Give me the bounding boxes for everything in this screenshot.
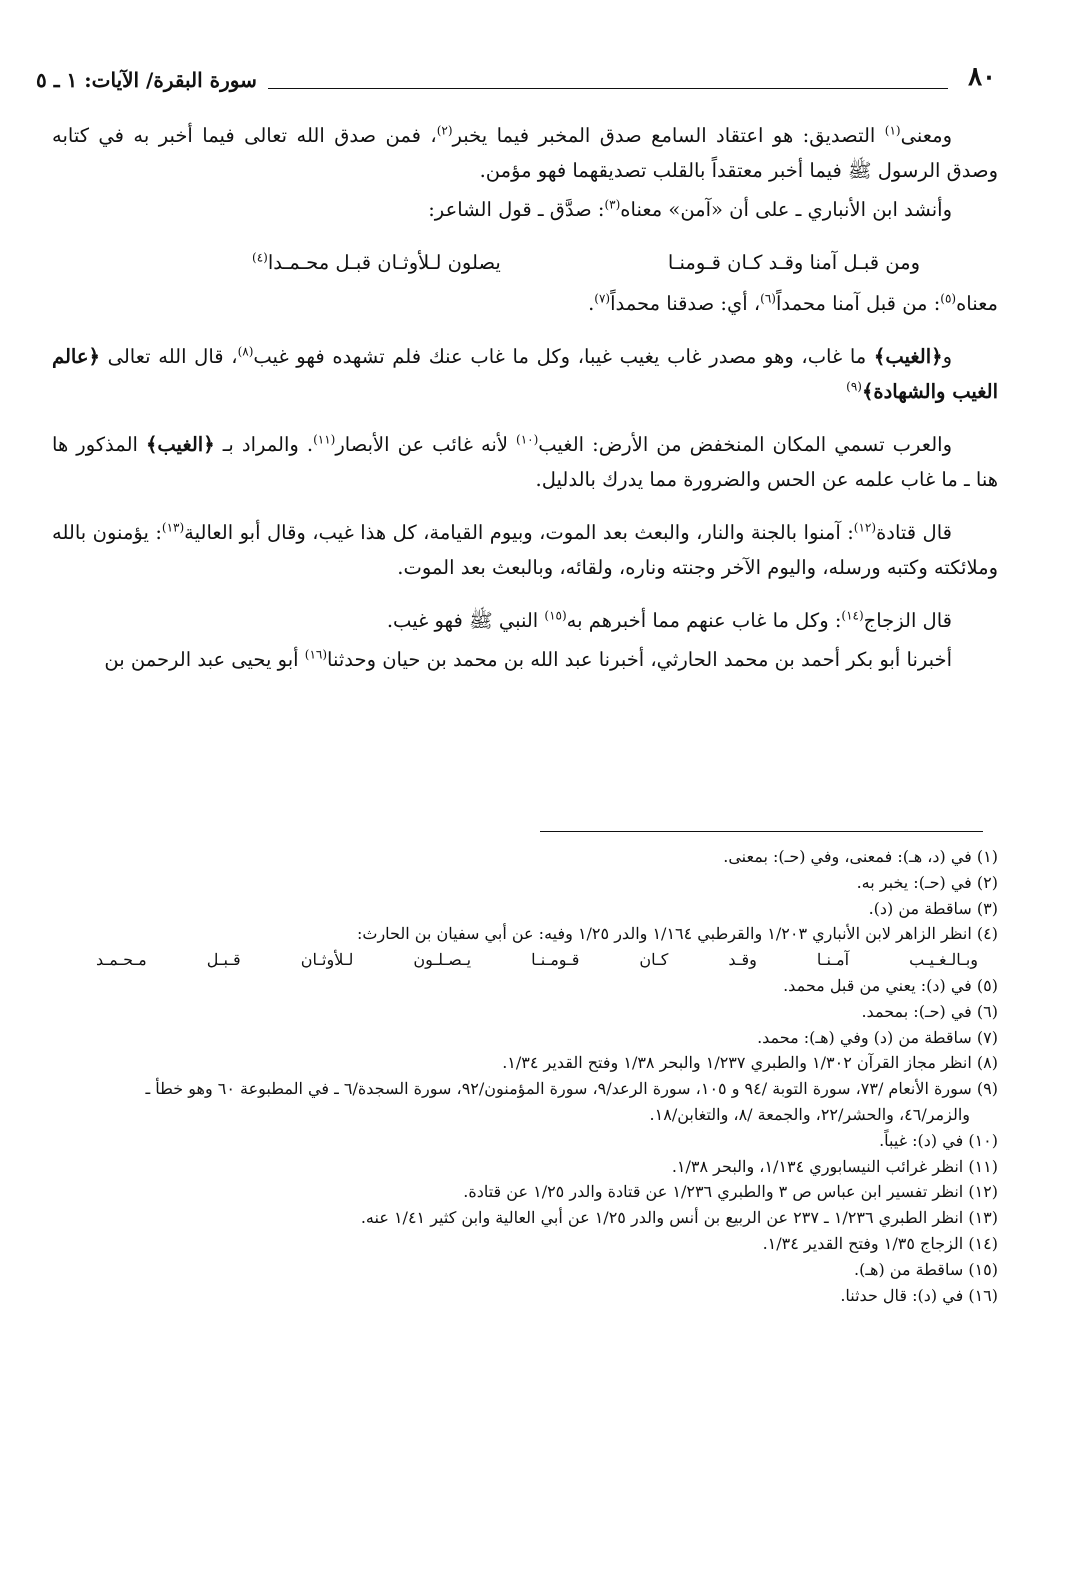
footnote-ref: (٣) bbox=[604, 197, 621, 212]
footnote-separator bbox=[540, 831, 983, 832]
footnote-item: (٩) سورة الأنعام /٧٣، سورة التوبة /٩٤ و ١٠٥، سورة الرعد/٩، سورة المؤمنون/٩٢، سورة السجدة/٦ ـ في المطبوعة ٦٠ وهو خطأ ـ bbox=[145, 1079, 998, 1099]
footnote-ref: (١٥) bbox=[544, 608, 567, 623]
footnote-item: (٣) ساقطة من (د). bbox=[868, 898, 998, 918]
verse-second-hemistich: يصلون لـلأوثـان قبـل محـمـدا$^{(٤)}$ bbox=[252, 250, 501, 274]
quran-word: ﴿الغيب﴾ bbox=[145, 433, 215, 456]
paragraph-anshad: وأنشد ابن الأنباري ـ على أن «آمن» معناه$^{(٣)}$: صدَّق ـ قول الشاعر: bbox=[428, 197, 952, 221]
quran-quote: ﴿عالم الغيب والشهادة﴾ bbox=[52, 345, 998, 403]
paragraph-zajjaj: قال الزجاج$^{(١٤)}$: وكل ما غاب عنهم مما أخبرهم به$^{(١٥)}$ النبي ﷺ فهو غيب. bbox=[386, 608, 952, 632]
footnote-ref: (١٠) bbox=[516, 432, 539, 447]
footnote-item: (١) في (د، هـ): فمعنى، وفي (حـ): بمعنى. bbox=[723, 847, 998, 866]
verse-first-hemistich: ومن قبـل آمنا وقـد كـان قـومنـا bbox=[667, 251, 920, 274]
footnote-item: (٨) انظر مجاز القرآن ١/٣٠٢ والطبري ١/٢٣٧ والبحر ١/٣٨ وفتح القدير ١/٣٤. bbox=[502, 1053, 998, 1073]
footnote-verse: وبـالـغـيـب آمـنـا وقـد كـان قـومـنـا يـصـلـون لـلأوثـان قـبـل مـحـمـد bbox=[96, 950, 978, 970]
paragraph-qatada: قال قتادة$^{(١٢)}$: آمنوا بالجنة والنار، والبعث بعد الموت، وبيوم القيامة، كل هذا غيب، وقال أبو العالية$^{(١٣)}$: يؤمنون بالله وملائكته وكتبه ورسله، واليوم الآخر وجنته وناره، ولقائه، وبالبعث بعد الموت. bbox=[52, 520, 998, 579]
footnote-ref: (١٣) bbox=[161, 520, 185, 535]
footnote-ref: (٩) bbox=[846, 379, 862, 394]
paragraph-maanahu: معناه$^{(٥)}$: من قبل آمنا محمداً$^{(٦)}$، أي: صدقنا محمداً$^{(٧)}$. bbox=[588, 291, 998, 315]
paragraph-isnad: أخبرنا أبو بكر أحمد بن محمد الحارثي، أخبرنا عبد الله بن محمد بن حيان وحدثنا$^{(١٦)}$ أبو يحيى عبد الرحمن بن bbox=[104, 647, 952, 671]
footnote-ref: (١) bbox=[884, 123, 901, 138]
page-number: ٨٠ bbox=[968, 62, 996, 92]
paragraph-ghayb: و﴿الغيب﴾ ما غاب، وهو مصدر غاب يغيب غيبا، وكل ما غاب عنك فلم تشهده فهو غيب$^{(٨)}$، قال الله تعالى ﴿عالم الغيب والشهادة﴾$^{(٩)}$ bbox=[52, 344, 998, 403]
footnote-ref: (٦) bbox=[760, 291, 776, 306]
footnote-item: (١٥) ساقطة من (هـ). bbox=[853, 1259, 998, 1279]
poetry-verse bbox=[52, 245, 998, 280]
footnote-item: (١٢) انظر تفسير ابن عباس ص ٣ والطبري ١/٢٣٦ عن قتادة والدر ١/٢٥ عن قتادة. bbox=[463, 1182, 998, 1202]
sura-title: سورة البقرة/ الآيات: ١ ـ ٥ bbox=[36, 68, 257, 92]
footnote-item: (١٤) الزجاج ١/٣٥ وفتح القدير ١/٣٤. bbox=[762, 1233, 998, 1253]
footnote-item: (٦) في (حـ): بمحمد. bbox=[861, 1001, 998, 1021]
header-rule bbox=[268, 88, 948, 89]
paragraph-arab: والعرب تسمي المكان المنخفض من الأرض: الغيب$^{(١٠)}$ لأنه غائب عن الأبصار$^{(١١)}$. والمراد بـ ﴿الغيب﴾ المذكور ها هنا ـ ما غاب علمه عن الحس والضرورة مما يدرك بالدليل. bbox=[52, 432, 998, 491]
footnote-item: (١١) انظر غرائب النيسابوري ١/١٣٤، والبحر ١/٣٨. bbox=[671, 1156, 998, 1176]
footnote-item: (٢) في (حـ): يخبر به. bbox=[856, 872, 998, 892]
footnote-continuation: والزمر/٤٦، والحشر/٢٢، والجمعة /٨، والتغابن/١٨. bbox=[649, 1104, 970, 1124]
footnote-ref: (١٢) bbox=[853, 520, 877, 535]
footnote-ref: (٢) bbox=[436, 123, 453, 138]
footnote-ref: (٥) bbox=[940, 291, 957, 306]
running-header bbox=[36, 62, 996, 102]
footnote-ref: (٨) bbox=[237, 344, 254, 359]
footnote-item: (١٣) انظر الطبري ١/٢٣٦ ـ ٢٣٧ عن الربيع بن أنس والدر ١/٢٥ عن أبي العالية وابن كثير ١/٤١ عنه. bbox=[360, 1208, 998, 1228]
quran-word: ﴿الغيب﴾ bbox=[873, 345, 943, 368]
footnote-ref: (٤) bbox=[252, 250, 268, 265]
footnote-item: (١٠) في (د): غيباً. bbox=[879, 1130, 998, 1150]
main-text bbox=[52, 118, 998, 677]
footnote-item: (١٦) في (د): قال حدثنا. bbox=[840, 1285, 998, 1305]
footnote-ref: (٧) bbox=[594, 291, 611, 306]
footnote-ref: (١٦) bbox=[304, 647, 328, 662]
footnote-item: (٤) انظر الزاهر لابن الأنباري ١/٢٠٣ والقرطبي ١/١٦٤ والدر ١/٢٥ وفيه: عن أبي سفيان بن الحارث: bbox=[357, 924, 998, 944]
paragraph-tasdiq: ومعنى$^{(١)}$ التصديق: هو اعتقاد السامع صدق المخبر فيما يخبر$^{(٢)}$، فمن صدق الله تعالى فيما أخبر به في كتابه وصدق الرسول ﷺ فيما أخبر معتقداً بالقلب تصديقهما فهو مؤمن. bbox=[52, 123, 998, 182]
footnote-item: (٧) ساقطة من (د) وفي (هـ): محمد. bbox=[757, 1027, 998, 1047]
footnote-item: (٥) في (د): يعني من قبل محمد. bbox=[783, 975, 998, 995]
footnotes bbox=[36, 844, 998, 1308]
footnote-ref: (١٤) bbox=[841, 608, 864, 623]
footnote-ref: (١١) bbox=[313, 432, 336, 447]
